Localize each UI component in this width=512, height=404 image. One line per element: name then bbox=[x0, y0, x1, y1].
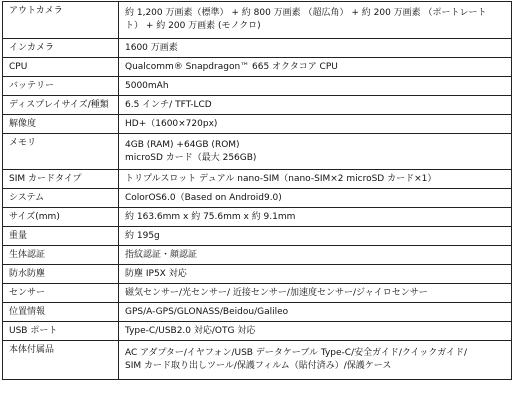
spec-label: アウトカメラ bbox=[3, 2, 119, 39]
spec-label: CPU bbox=[3, 58, 119, 77]
spec-row bbox=[3, 284, 512, 303]
spec-value-line: Qualcomm® Snapdragon™ 665 オクタコア CPU bbox=[125, 61, 338, 72]
spec-row bbox=[3, 58, 512, 77]
spec-value-line: 約 195g bbox=[125, 230, 160, 241]
spec-value bbox=[119, 284, 512, 303]
spec-value-line: 4GB (RAM) +64GB (ROM) bbox=[125, 139, 240, 150]
spec-row bbox=[3, 341, 512, 380]
spec-value bbox=[119, 341, 512, 380]
spec-value-line: ト） + 約 200 万画素 (モノクロ) bbox=[125, 21, 261, 31]
spec-value-line: 5000mAh bbox=[125, 80, 169, 91]
spec-value bbox=[119, 96, 512, 115]
spec-value-line: Type-C/USB2.0 対応/OTG 対応 bbox=[125, 325, 256, 336]
spec-value-line: GPS/A-GPS/GLONASS/Beidou/Galileo bbox=[125, 306, 289, 317]
spec-row bbox=[3, 39, 512, 58]
spec-label: SIM カードタイプ bbox=[3, 170, 119, 189]
spec-value-line: 磁気センサー/光センサー/ 近接センサー/加速度センサー/ジャイロセンサー bbox=[125, 287, 428, 298]
spec-label: メモリ bbox=[3, 134, 119, 170]
spec-row bbox=[3, 227, 512, 246]
spec-value bbox=[119, 39, 512, 58]
spec-value-line: 1600 万画素 bbox=[125, 42, 178, 53]
spec-label: 重量 bbox=[3, 227, 119, 246]
spec-value-line: 指紋認証・顔認証 bbox=[125, 249, 198, 260]
spec-row bbox=[3, 246, 512, 265]
spec-value bbox=[119, 170, 512, 189]
spec-row bbox=[3, 96, 512, 115]
spec-value bbox=[119, 189, 512, 208]
spec-value-line: 防塵 IP5X 対応 bbox=[125, 268, 187, 279]
spec-row bbox=[3, 208, 512, 227]
spec-value bbox=[119, 115, 512, 134]
spec-value bbox=[119, 303, 512, 322]
spec-row bbox=[3, 265, 512, 284]
spec-label: バッテリー bbox=[3, 77, 119, 96]
spec-label: 解像度 bbox=[3, 115, 119, 134]
spec-row bbox=[3, 189, 512, 208]
spec-value-line: ColorOS6.0（Based on Android9.0) bbox=[125, 192, 282, 203]
spec-label: システム bbox=[3, 189, 119, 208]
spec-label: サイズ(mm) bbox=[3, 208, 119, 227]
spec-row bbox=[3, 322, 512, 341]
spec-row bbox=[3, 2, 512, 39]
spec-row bbox=[3, 115, 512, 134]
spec-label: 位置情報 bbox=[3, 303, 119, 322]
spec-label: 防水防塵 bbox=[3, 265, 119, 284]
spec-label: 生体認証 bbox=[3, 246, 119, 265]
spec-value bbox=[119, 322, 512, 341]
spec-value-line: 約 1,200 万画素（標準） + 約 800 万画素 （超広角） + 約 200 万画素 （ポートレート bbox=[125, 8, 487, 18]
spec-label: USB ポート bbox=[3, 322, 119, 341]
spec-row bbox=[3, 170, 512, 189]
spec-label: ディスプレイサイズ/種類 bbox=[3, 96, 119, 115]
spec-value bbox=[119, 2, 512, 39]
spec-value-line: SIM カード取り出しツール/保護フィルム（貼付済み）/保護ケース bbox=[125, 361, 392, 371]
spec-value-line: 約 163.6mm x 約 75.6mm x 約 9.1mm bbox=[125, 211, 296, 222]
spec-row bbox=[3, 303, 512, 322]
spec-value bbox=[119, 58, 512, 77]
spec-row bbox=[3, 77, 512, 96]
spec-label: センサー bbox=[3, 284, 119, 303]
spec-label: インカメラ bbox=[3, 39, 119, 58]
spec-value bbox=[119, 77, 512, 96]
spec-value-line: HD+（1600×720px) bbox=[125, 118, 218, 129]
spec-value-line: 6.5 インチ/ TFT-LCD bbox=[125, 99, 212, 110]
spec-value bbox=[119, 208, 512, 227]
spec-value bbox=[119, 246, 512, 265]
spec-value-line: microSD カード（最大 256GB) bbox=[125, 152, 257, 163]
spec-value bbox=[119, 265, 512, 284]
spec-value bbox=[119, 134, 512, 170]
spec-table-body bbox=[3, 2, 512, 380]
spec-value-line: AC アダプター/イヤフォン/USB データケーブル Type-C/安全ガイド/クイックガイド/ bbox=[125, 348, 468, 358]
spec-value-line: トリプルスロット デュアル nano-SIM（nano-SIM×2 microSD カード×1） bbox=[125, 173, 437, 184]
spec-value bbox=[119, 227, 512, 246]
spec-label: 本体付属品 bbox=[3, 341, 119, 380]
spec-table bbox=[2, 1, 512, 380]
spec-row bbox=[3, 134, 512, 170]
